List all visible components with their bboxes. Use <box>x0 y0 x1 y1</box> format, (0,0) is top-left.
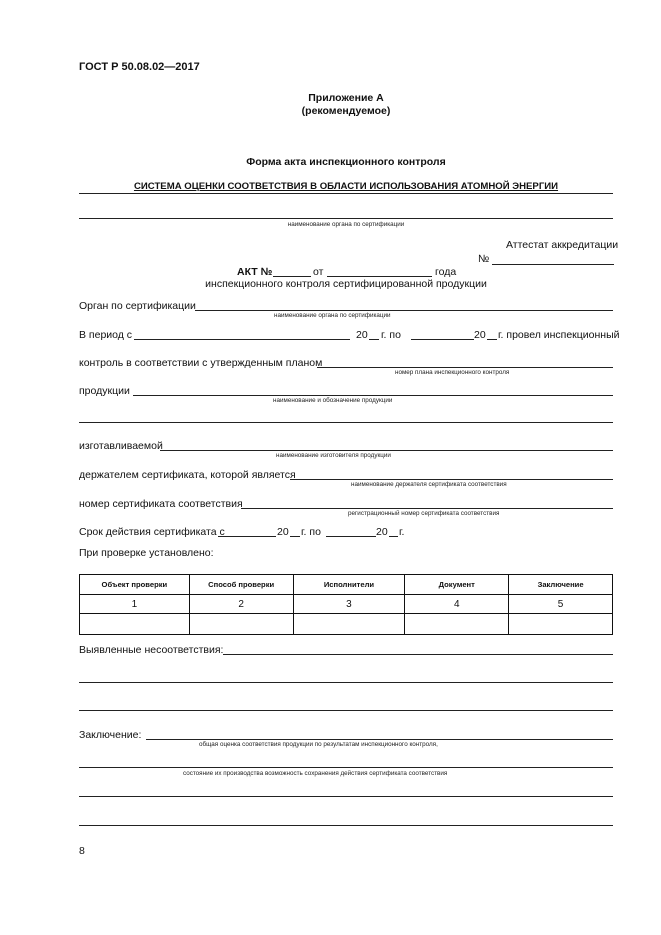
appendix-title: Приложение А <box>308 92 384 104</box>
table-header-cell: Заключение <box>509 575 613 595</box>
table-header-cell: Документ <box>405 575 509 595</box>
table-cell <box>405 614 509 635</box>
table-cell <box>293 614 405 635</box>
maker-label: изготавливаемой <box>79 440 163 452</box>
table-cell <box>80 614 190 635</box>
nonconf-line <box>223 654 613 655</box>
act-date-line <box>327 276 432 277</box>
act-from-label: от <box>313 266 324 278</box>
conclusion-label: Заключение: <box>79 729 142 741</box>
organ-label: Орган по сертификации <box>79 300 196 312</box>
system-name: СИСТЕМА ОЦЕНКИ СООТВЕТСТВИЯ В ОБЛАСТИ ИСПОЛЬЗОВАНИЯ АТОМНОЙ ЭНЕРГИИ <box>133 181 559 192</box>
conclusion-line-4 <box>79 825 613 826</box>
table-cell: 3 <box>293 595 405 614</box>
organ-hint: наименование органа по сертификации <box>274 312 391 319</box>
period-year2-prefix: 20 <box>474 329 486 341</box>
period-end-line <box>411 339 474 340</box>
certnum-hint: регистрационный номер сертификата соответствия <box>348 510 500 517</box>
period-year1-line <box>369 339 379 340</box>
validity-label: Срок действия сертификата с <box>79 526 225 538</box>
cert-body-hint: наименование органа по сертификации <box>287 221 405 228</box>
validity-year2-prefix: 20 <box>376 526 388 538</box>
table-cell: 5 <box>509 595 613 614</box>
validity-year1-prefix: 20 <box>277 526 289 538</box>
product-line-2 <box>79 422 613 423</box>
table-row <box>80 614 613 635</box>
accreditation-label: Аттестат аккредитации <box>506 239 619 251</box>
form-title: Форма акта инспекционного контроля <box>246 156 446 168</box>
organ-line <box>195 310 613 311</box>
control-label: контроль в соответствии с утвержденным планом <box>79 357 323 369</box>
product-hint: наименование и обозначение продукции <box>273 397 393 404</box>
control-hint: номер плана инспекционного контроля <box>395 369 510 376</box>
table-header-row <box>80 575 613 595</box>
accreditation-number-label: № <box>478 253 490 265</box>
period-year1-prefix: 20 <box>356 329 368 341</box>
standard-code: ГОСТ Р 50.08.02—2017 <box>79 61 200 73</box>
cert-body-line <box>79 218 613 219</box>
act-subtitle: инспекционного контроля сертифицированной продукции <box>205 278 487 290</box>
conclusion-line <box>146 739 613 740</box>
conclusion-line-3 <box>79 796 613 797</box>
system-name-underline <box>79 193 613 194</box>
table-cell <box>189 614 293 635</box>
conclusion-hint-2: состояние их производства возможность сохранения действия сертификата соответствия <box>183 770 448 777</box>
validity-g-end: г. <box>399 526 405 538</box>
table-cell <box>509 614 613 635</box>
table-cell: 1 <box>80 595 190 614</box>
page-number: 8 <box>79 845 85 857</box>
act-year-label: года <box>435 266 457 278</box>
found-label: При проверке установлено: <box>79 547 214 559</box>
conclusion-line-2 <box>79 767 613 768</box>
period-label: В период с <box>79 329 133 341</box>
accreditation-number-line <box>492 264 614 265</box>
holder-line <box>290 479 613 480</box>
inspection-table <box>79 574 613 635</box>
control-line <box>317 367 613 368</box>
nonconf-line-2 <box>79 682 613 683</box>
nonconf-label: Выявленные несоответствия: <box>79 644 224 656</box>
validity-year2-line <box>389 536 398 537</box>
holder-hint: наименование держателя сертификата соответствия <box>351 481 507 488</box>
table-header-cell: Исполнители <box>293 575 405 595</box>
period-tail: г. провел инспекционный <box>498 329 620 341</box>
period-start-line <box>134 339 350 340</box>
period-year2-line <box>487 339 497 340</box>
product-line <box>133 395 613 396</box>
maker-line <box>160 450 613 451</box>
table-cell: 2 <box>189 595 293 614</box>
validity-end-line <box>326 536 376 537</box>
validity-start-line <box>218 536 276 537</box>
nonconf-line-3 <box>79 710 613 711</box>
table-cell: 4 <box>405 595 509 614</box>
certnum-line <box>241 508 613 509</box>
appendix-note: (рекомендуемое) <box>301 105 391 117</box>
table-header-cell: Объект проверки <box>80 575 190 595</box>
table-header-cell: Способ проверки <box>189 575 293 595</box>
period-g-po: г. по <box>381 329 401 341</box>
validity-year1-line <box>290 536 300 537</box>
validity-g-po: г. по <box>301 526 321 538</box>
certnum-label: номер сертификата соответствия <box>79 498 243 510</box>
holder-label: держателем сертификата, которой является <box>79 469 296 481</box>
conclusion-hint-1: общая оценка соответствия продукции по результатам инспекционного контроля, <box>199 741 438 748</box>
maker-hint: наименование изготовителя продукции <box>276 452 391 459</box>
act-number-line <box>273 276 311 277</box>
act-label: АКТ № <box>237 266 273 278</box>
product-label: продукции <box>79 385 130 397</box>
table-number-row <box>80 595 613 614</box>
